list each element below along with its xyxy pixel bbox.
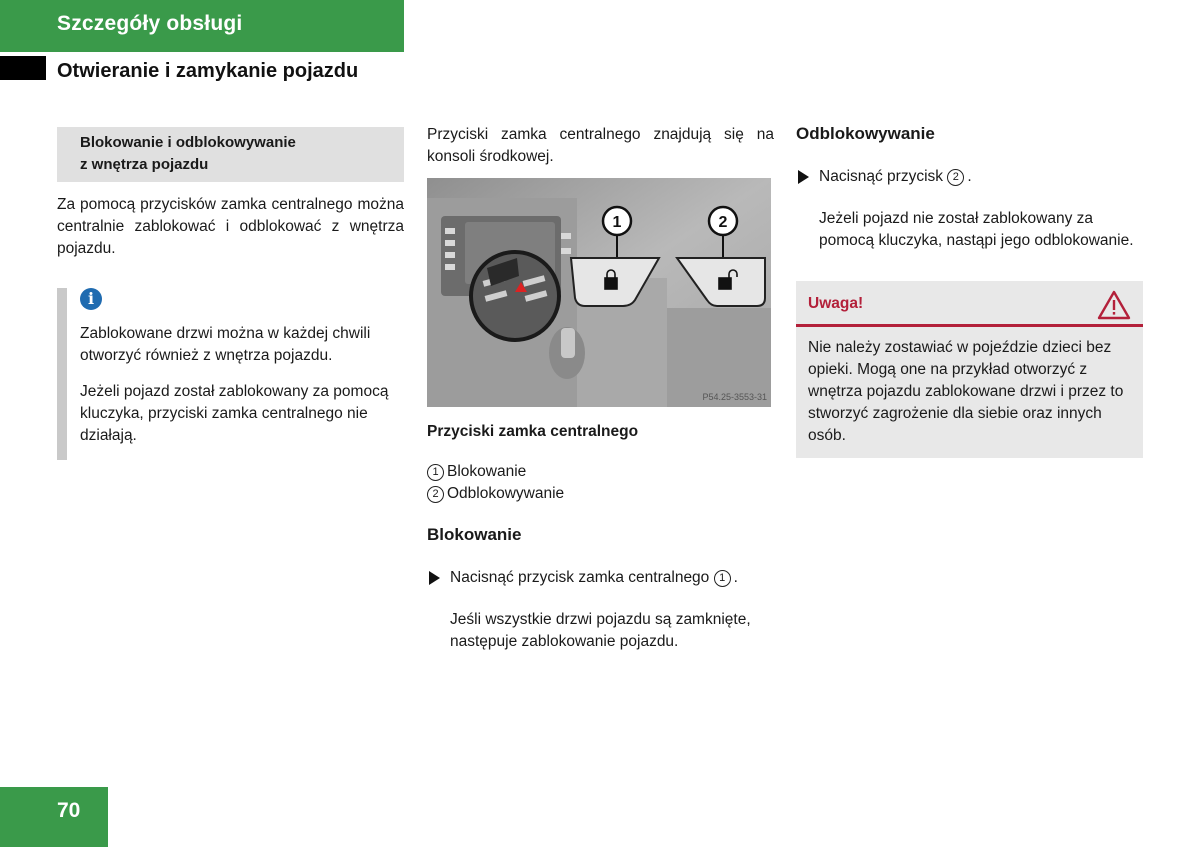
intro-paragraph: Za pomocą przycisków zamka centralnego można centralnie zablokować i odblokować z wnętrza pojazdu.	[57, 196, 404, 257]
legend-number: 2	[427, 486, 444, 503]
legend-item	[427, 483, 774, 505]
warning-box	[796, 281, 1143, 458]
center-console-photo	[427, 178, 771, 407]
info-icon: i	[80, 288, 102, 310]
chapter-marker	[0, 56, 46, 80]
subsection-heading-line1: Blokowanie i odblokowywanie	[80, 134, 296, 151]
column-right	[796, 124, 1143, 458]
page-title: Otwieranie i zamykanie pojazdu	[57, 60, 359, 82]
unlocking-note: Jeżeli pojazd nie został zablokowany za pomocą kluczyka, nastąpi jego odblokowanie.	[819, 210, 1134, 249]
page-number: 70	[57, 799, 81, 822]
locking-step: Nacisnąć przycisk zamka centralnego 1 .	[427, 567, 774, 589]
unlocking-step-text: Nacisnąć przycisk	[819, 168, 944, 185]
info-note	[57, 288, 404, 460]
unlocking-step: Nacisnąć przycisk 2 .	[796, 166, 1143, 188]
callout-2-label: 2	[718, 214, 728, 231]
column-middle	[427, 124, 774, 653]
info-paragraph-1: Zablokowane drzwi można w każdej chwili otworzyć również z wnętrza pojazdu.	[80, 325, 371, 364]
locking-heading: Blokowanie	[427, 525, 522, 544]
warning-triangle-icon	[1097, 290, 1131, 320]
legend	[427, 461, 774, 505]
console-illustration	[427, 178, 771, 407]
section-title: Szczegóły obsługi	[57, 12, 243, 35]
legend-item	[427, 461, 774, 483]
location-paragraph: Przyciski zamka centralnego znajdują się na konsoli środkowej.	[427, 126, 774, 165]
column-left	[57, 127, 404, 460]
legend-number: 1	[427, 464, 444, 481]
warning-title: Uwaga!	[808, 295, 864, 312]
subsection-heading-line2: z wnętrza pojazdu	[80, 156, 209, 173]
subsection-heading-box	[57, 127, 404, 182]
photo-caption: Przyciski zamka centralnego	[427, 423, 639, 440]
legend-label: Odblokowywanie	[447, 485, 565, 502]
page-number-box	[0, 787, 108, 847]
info-paragraph-2: Jeżeli pojazd został zablokowany za pomocą kluczyka, przyciski zamka centralnego nie działają.	[80, 383, 389, 444]
locking-note: Jeśli wszystkie drzwi pojazdu są zamknięte, następuje zablokowanie pojazdu.	[450, 611, 751, 650]
legend-label: Blokowanie	[447, 463, 527, 480]
step-number: 1	[714, 570, 731, 587]
photo-code: P54.25-3553-31	[702, 392, 767, 402]
warning-text: Nie należy zostawiać w pojeździe dzieci bez opieki. Mogą one na przykład otworzyć z wnętrza pojazdu zablokowane drzwi i przez to stworzyć zagrożenie dla siebie oraz innych osób.	[808, 339, 1124, 444]
unlocking-heading: Odblokowywanie	[796, 124, 935, 143]
warning-header	[796, 281, 1143, 327]
step-arrow-icon	[798, 170, 809, 184]
locking-step-text: Nacisnąć przycisk zamka centralnego	[450, 569, 710, 586]
callout-1-label: 1	[612, 214, 622, 231]
step-arrow-icon	[429, 571, 440, 585]
step-number: 2	[947, 169, 964, 186]
